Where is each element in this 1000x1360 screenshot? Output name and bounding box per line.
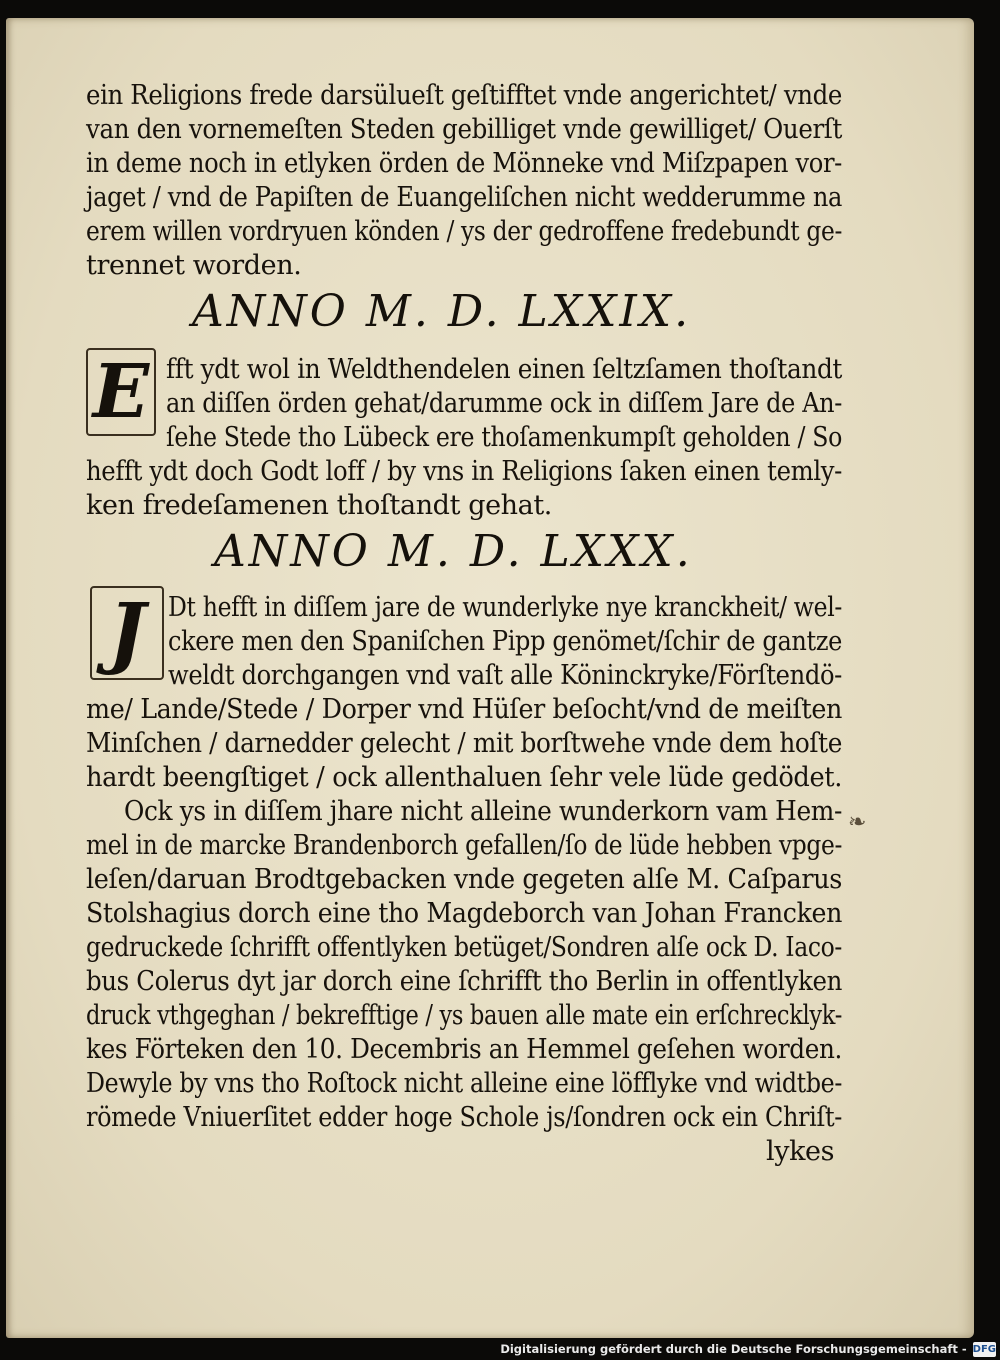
text-line: erem willen vordryuen könden / ys der gedroffene fredebundt ge- [86,216,842,247]
year-heading: ANNO M. D. LXXX. [214,526,693,577]
text-line: in deme noch in etlyken örden de Mönneke vnd Miſzpapen vor- [86,148,842,179]
drop-initial: E [86,348,156,436]
text-line: gedruckede ſchrifft offentlyken betüget/Sondren alſe ock D. Iaco- [86,932,842,963]
year-heading: ANNO M. D. LXXIX. [192,286,692,337]
text-line: hardt beengſtiget / ock allenthaluen ſehr vele lüde gedödet. [86,762,842,793]
book-page [6,18,974,1338]
drop-initial: J [90,586,164,680]
margin-mark: ❧ [848,810,867,835]
text-line: trennet worden. [86,250,302,281]
text-line: römede Vniuerſitet edder hoge Schole js/ſondren ock ein Chriſt- [86,1102,842,1133]
text-line: hefft ydt doch Godt loff / by vns in Religions ſaken einen temly- [86,456,842,487]
text-line: Minſchen / darnedder gelecht / mit borſtwehe vnde dem hoſte [86,728,842,759]
text-line: mel in de marcke Brandenborch gefallen/ſo de lüde hebben vpge- [86,830,842,861]
text-line: jaget / vnd de Papiſten de Euangeliſchen nicht wedderumme na [86,182,842,213]
footer-bar [500,1338,1000,1360]
text-line: kes Förteken den 10. Decembris an Hemmel geſehen worden. [86,1034,842,1065]
text-line: ckere men den Spaniſchen Pipp genömet/ſchir de gantze [168,626,842,657]
dfg-logo: DFG [972,1343,996,1355]
text-line: van den vornemeſten Steden gebilliget vnde gewilliget/ Ouerſt [86,114,842,145]
text-line: fft ydt wol in Weldthendelen einen ſeltzſamen thoſtandt [166,354,842,385]
text-line: weldt dorchgangen vnd vaſt alle Köninckryke/Förſtendö- [168,660,842,691]
text-line: Stolshagius dorch eine tho Magdeborch van Johan Francken [86,898,842,929]
funding-notice: Digitalisierung gefördert durch die Deutsche Forschungsgemeinschaft - [500,1342,967,1356]
text-line: Dt hefft in diſſem jare de wunderlyke nye kranckheit/ wel- [168,592,842,623]
text-line: bus Colerus dyt jar dorch eine ſchrifft tho Berlin in offentlyken [86,966,842,997]
page-text [6,18,974,1338]
text-line: ken fredeſamenen thoſtandt gehat. [86,490,552,521]
text-line: me/ Lande/Stede / Dorper vnd Hüſer beſocht/vnd de meiſten [86,694,842,725]
catchword: lykes [766,1136,835,1167]
text-line: leſen/daruan Brodtgebacken vnde gegeten alſe M. Caſparus [86,864,842,895]
text-line: Ock ys in diſſem jhare nicht alleine wunderkorn vam Hem- [124,796,842,827]
text-line: ſehe Stede tho Lübeck ere thoſamenkumpſt geholden / So [166,422,842,453]
text-line: ein Religions frede darsülueſt geſtifftet vnde angerichtet/ vnde [86,80,842,111]
text-line: Dewyle by vns tho Roſtock nicht alleine eine löfflyke vnd widtbe- [86,1068,842,1099]
text-line: an diſſen örden gehat/darumme ock in diſſem Jare de An- [166,388,842,419]
text-line: druck vthgeghan / bekrefftige / ys bauen alle mate ein erſchrecklyk- [86,1000,842,1031]
